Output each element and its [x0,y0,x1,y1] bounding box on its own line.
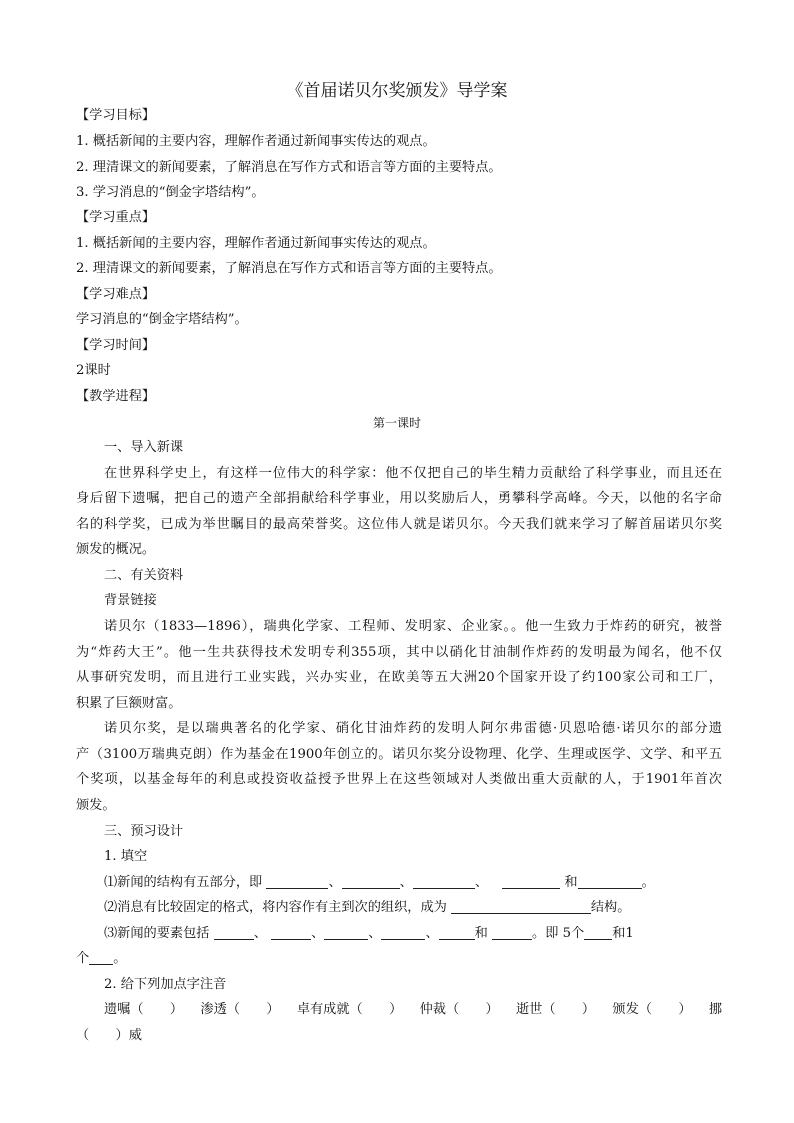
pinyin-label: 2. 给下列加点字注音 [104,977,227,992]
intro-line-2: 身后留下遗嘱，把自己的遗产全部捐献给科学事业，用以奖励后人，勇攀科学高峰。今天，以他的名字命 [76,491,722,506]
and-word: 和 [564,875,578,890]
question-2 [104,898,750,920]
lesson-title: 第一课时 [372,416,421,430]
question-3-end: 。 [113,951,127,966]
question-2-tail: 结构。 [590,900,631,915]
bio-line-4: 积累了巨额财富。 [76,696,182,711]
and-one: 和1 [612,926,634,941]
goal-2: 2. 理清课文的新闻要素，了解消息在写作方式和语言等方面的主要特点。 [76,160,502,175]
section-goals: 【学习目标】 [76,108,156,123]
pinyin-row-2[interactable]: （ ）威 [76,1028,142,1043]
separator: 、 [368,926,382,941]
section-difficulty: 【学习难点】 [76,287,156,302]
key-2: 2. 理清课文的新闻要素，了解消息在写作方式和语言等方面的主要特点。 [76,261,502,276]
separator: 、 [253,926,267,941]
blank[interactable] [324,925,368,940]
separator: 、 [311,926,325,941]
question-3-line-2 [76,949,722,971]
separator: 、 [425,926,439,941]
intro-line-4: 颁发的概况。 [76,542,156,557]
prize-line-2: 产（3100万瑞典克朗）作为基金在1900年创立的。诺贝尔奖分设物理、化学、生理或医学、文学、和平五 [76,747,722,762]
bio-line-3: 从事研究发明，而且进行工业实践，兴办实业，在欧美等五大洲20个国家开设了约100家公司和工厂， [76,670,722,685]
question-3-line2-text: 个 [76,951,90,966]
pinyin-item[interactable]: 挪 [708,1002,722,1017]
question-1 [104,873,750,895]
separator: 。 [641,875,655,890]
goal-3: 3. 学习消息的“倒金字塔结构”。 [76,185,265,200]
question-3-text: ⑶新闻的要素包括 [104,926,210,941]
blank[interactable] [89,950,113,965]
part3-heading: 三、预习设计 [104,824,184,839]
question-2-text: ⑵消息有比较固定的格式，将内容作有主到次的组织，成为 [104,900,447,915]
blank[interactable] [413,874,475,889]
prize-line-4: 颁发。 [76,798,116,813]
bio-line-1: 诺贝尔（1833—1896），瑞典化学家、工程师、发明家、企业家。。他一生致力于炸药的研究，被誉 [104,619,722,634]
intro-line-1: 在世界科学史上，有这样一位伟大的科学家：他不仅把自己的毕生精力贡献给了科学事业，而且还在 [104,466,722,481]
blank[interactable] [502,874,560,889]
difficulty-1: 学习消息的“倒金字塔结构”。 [76,312,248,327]
pinyin-item[interactable]: 逝世（ ） [516,1002,596,1017]
part1-heading: 一、导入新课 [104,440,184,455]
blank[interactable] [214,925,254,940]
pinyin-item[interactable]: 遗嘱（ ） [104,1002,184,1017]
blank[interactable] [578,874,642,889]
separator: 、 [474,875,489,890]
blank[interactable] [584,925,612,940]
bio-line-2: 为“炸药大王”。他一生共获得技术发明专利355项，其中以硝化甘油制作炸药的发明最为闻名，他不仅 [76,645,722,660]
goal-1: 1. 概括新闻的主要内容，理解作者通过新闻事实传达的观点。 [76,134,436,149]
section-key: 【学习重点】 [76,210,156,225]
separator: 、 [399,875,413,890]
pinyin-item[interactable]: 渗透（ ） [200,1002,280,1017]
background-label: 背景链接 [104,593,157,608]
blank[interactable] [451,899,591,914]
section-process: 【教学进程】 [76,389,156,404]
blank[interactable] [342,874,400,889]
blank[interactable] [271,925,311,940]
question-3-mid: 。即 5个 [532,926,585,941]
part2-heading: 二、有关资料 [104,568,184,583]
blank[interactable] [266,874,328,889]
blank[interactable] [439,925,475,940]
pinyin-item[interactable]: 仲裁（ ） [419,1002,499,1017]
fill-label: 1. 填空 [104,849,148,864]
document-title: 《首届诺贝尔奖颁发》导学案 [286,81,508,101]
separator: 、 [328,875,342,890]
key-1: 1. 概括新闻的主要内容，理解作者通过新闻事实传达的观点。 [76,236,436,251]
pinyin-item[interactable]: 卓有成就（ ） [296,1002,403,1017]
blank[interactable] [381,925,425,940]
pinyin-item[interactable]: 颁发（ ） [612,1002,692,1017]
pinyin-row [104,1000,722,1022]
question-1-text: ⑴新闻的结构有五部分，即 [104,875,263,890]
question-3 [104,924,750,946]
intro-line-3: 名的科学奖，已成为举世瞩目的最高荣誉奖。这位伟人就是诺贝尔。今天我们就来学习了解首届诺贝尔奖 [76,517,722,532]
and-word: 和 [474,926,488,941]
section-time: 【学习时间】 [76,338,156,353]
prize-line-3: 个奖项，以基金每年的利息或投资收益授予世界上在这些领域对人类做出重大贡献的人，于1901年首次 [76,772,722,787]
time-value: 2课时 [76,363,111,378]
blank[interactable] [492,925,532,940]
prize-line-1: 诺贝尔奖，是以瑞典著名的化学家、硝化甘油炸药的发明人阿尔弗雷德·贝恩哈德·诺贝尔的部分遗 [104,721,722,736]
